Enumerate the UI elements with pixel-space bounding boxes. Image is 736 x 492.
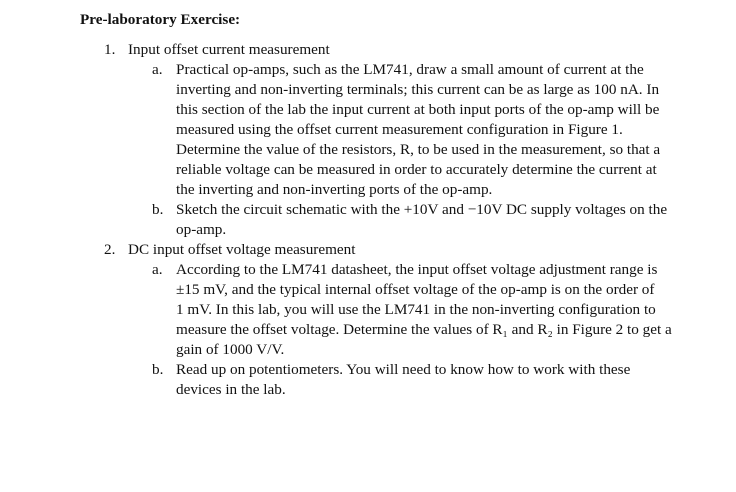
list-item-1: [104, 40, 330, 60]
sub-item-text: [176, 360, 716, 400]
text-line: According to the LM741 datasheet, the input offset voltage adjustment range is: [176, 261, 658, 278]
sub-item-letter: a.: [152, 261, 163, 278]
text-line: reliable voltage can be measured in order to accurately determine the current at: [176, 161, 657, 178]
text-line: measure the offset voltage. Determine the values of R₁ and R₂ in Figure 2 to get a: [176, 321, 672, 338]
text-line: 1 mV. In this lab, you will use the LM741 in the non-inverting configuration to: [176, 301, 656, 318]
item-title: DC input offset voltage measurement: [128, 241, 356, 258]
item-number: 2.: [104, 241, 116, 258]
text-line: the inverting and non-inverting ports of the op-amp.: [176, 181, 493, 198]
text-line: this section of the lab the input current at both input ports of the op-amp will be: [176, 101, 660, 118]
sub-item-letter: b.: [152, 201, 164, 218]
text-line: measured using the offset current measurement configuration in Figure 1.: [176, 121, 623, 138]
sub-item-letter: b.: [152, 361, 164, 378]
text-line: inverting and non-inverting terminals; this current can be as large as 100 nA. In: [176, 81, 660, 98]
item-title: Input offset current measurement: [128, 41, 330, 58]
sub-item-letter: a.: [152, 61, 163, 78]
sub-item-text: [176, 200, 716, 240]
text-line: Determine the value of the resistors, R, to be used in the measurement, so that a: [176, 141, 661, 158]
sub-item-text: [176, 60, 716, 200]
item-number: 1.: [104, 41, 116, 58]
text-line: gain of 1000 V/V.: [176, 341, 285, 358]
text-line: Read up on potentiometers. You will need to know how to work with these: [176, 361, 631, 378]
text-line: ±15 mV, and the typical internal offset voltage of the op-amp is on the order of: [176, 281, 655, 298]
text-line: devices in the lab.: [176, 381, 286, 398]
page-heading: Pre-laboratory Exercise:: [80, 11, 241, 28]
list-item-2: [104, 240, 355, 260]
text-line: op-amp.: [176, 221, 227, 238]
text-line: Sketch the circuit schematic with the +10V and −10V DC supply voltages on the: [176, 201, 668, 218]
sub-item-text: [176, 260, 716, 360]
text-line: Practical op-amps, such as the LM741, draw a small amount of current at the: [176, 61, 644, 78]
